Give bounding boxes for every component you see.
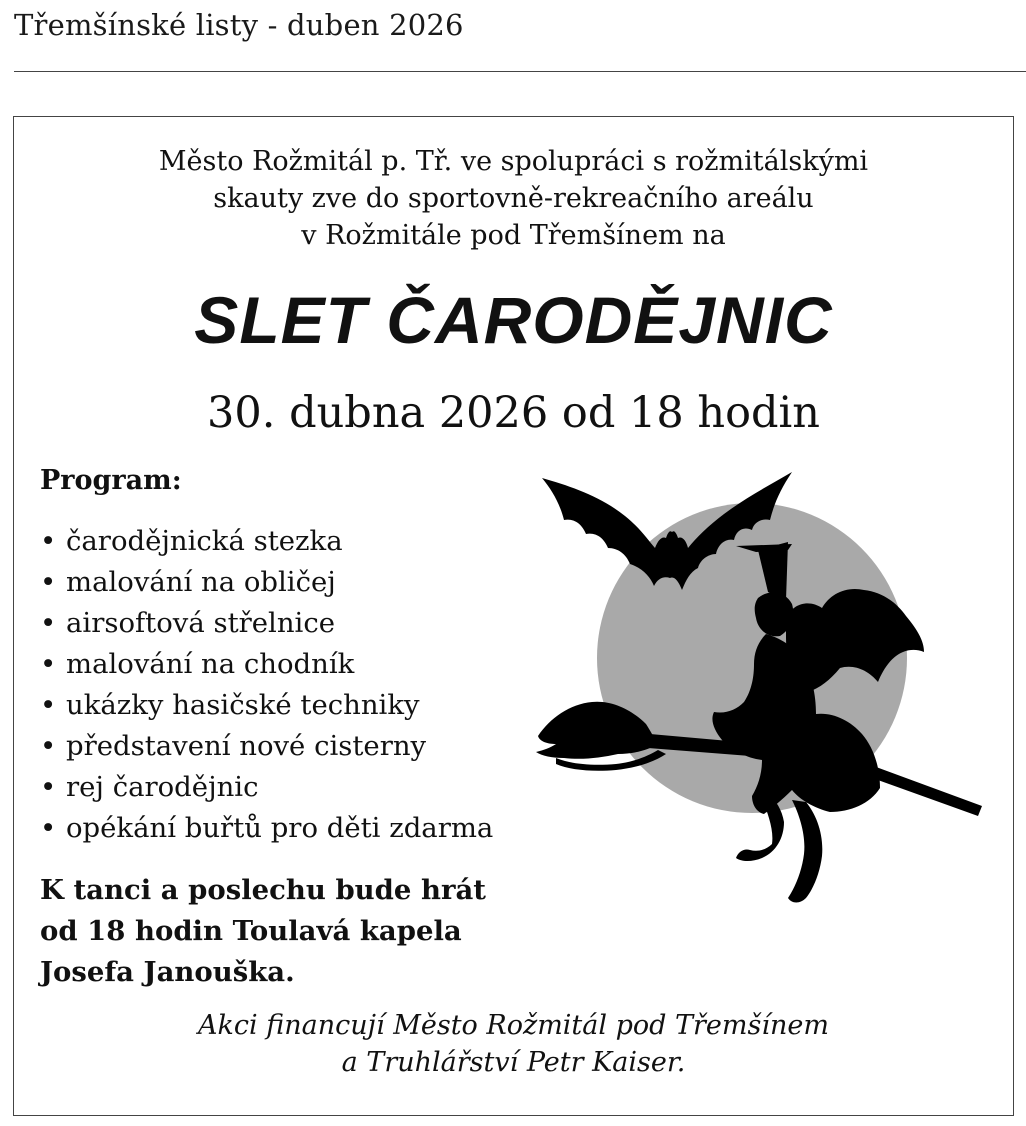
program-item-label: malování na chodník (66, 648, 355, 680)
program-item-label: rej čarodějnic (66, 771, 259, 803)
bullet-icon: • (40, 525, 57, 557)
program-item (40, 603, 493, 644)
event-date: 30. dubna 2026 od 18 hodin (207, 388, 820, 438)
intro-line: Město Rožmitál p. Tř. ve spolupráci s rožmitálskými (158, 146, 869, 177)
program-list (40, 521, 493, 849)
bullet-icon: • (40, 812, 57, 844)
bullet-icon: • (40, 730, 57, 762)
music-line: od 18 hodin Toulavá kapela (40, 915, 462, 947)
publication-header: Třemšínské listy - duben 2026 (14, 8, 464, 42)
event-title: SLET ČARODĚJNIC (194, 283, 833, 357)
bullet-icon: • (40, 607, 57, 639)
header-divider (14, 71, 1026, 72)
program-item-label: čarodějnická stezka (66, 525, 343, 557)
program-item-label: ukázky hasičské techniky (66, 689, 420, 721)
program-item (40, 644, 493, 685)
bullet-icon: • (40, 689, 57, 721)
program-item (40, 521, 493, 562)
music-line: Josefa Janouška. (40, 956, 295, 988)
intro-line: skauty zve do sportovně-rekreačního areálu (213, 183, 814, 214)
program-item-label: představení nové cisterny (66, 730, 427, 762)
bullet-icon: • (40, 648, 57, 680)
program-item-label: opékání buřtů pro děti zdarma (66, 812, 494, 844)
program-item-label: airsoftová střelnice (66, 607, 336, 639)
program-item (40, 767, 493, 808)
sponsors-line: Akci financují Město Rožmitál pod Třemšínem (198, 1010, 829, 1041)
music-announcement (40, 870, 486, 993)
program-item-label: malování na obličej (66, 566, 336, 598)
program-item (40, 562, 493, 603)
program-item (40, 726, 493, 767)
program-item (40, 808, 493, 849)
bullet-icon: • (40, 566, 57, 598)
program-heading: Program: (40, 465, 182, 496)
program-item (40, 685, 493, 726)
invitation-intro (13, 143, 1014, 254)
bullet-icon: • (40, 771, 57, 803)
sponsors-note (13, 1007, 1014, 1081)
intro-line: v Rožmitále pod Třemšínem na (301, 220, 726, 251)
witch-illustration (530, 468, 1000, 913)
sponsors-line: a Truhlářství Petr Kaiser. (341, 1047, 686, 1078)
music-line: K tanci a poslechu bude hrát (40, 874, 486, 906)
